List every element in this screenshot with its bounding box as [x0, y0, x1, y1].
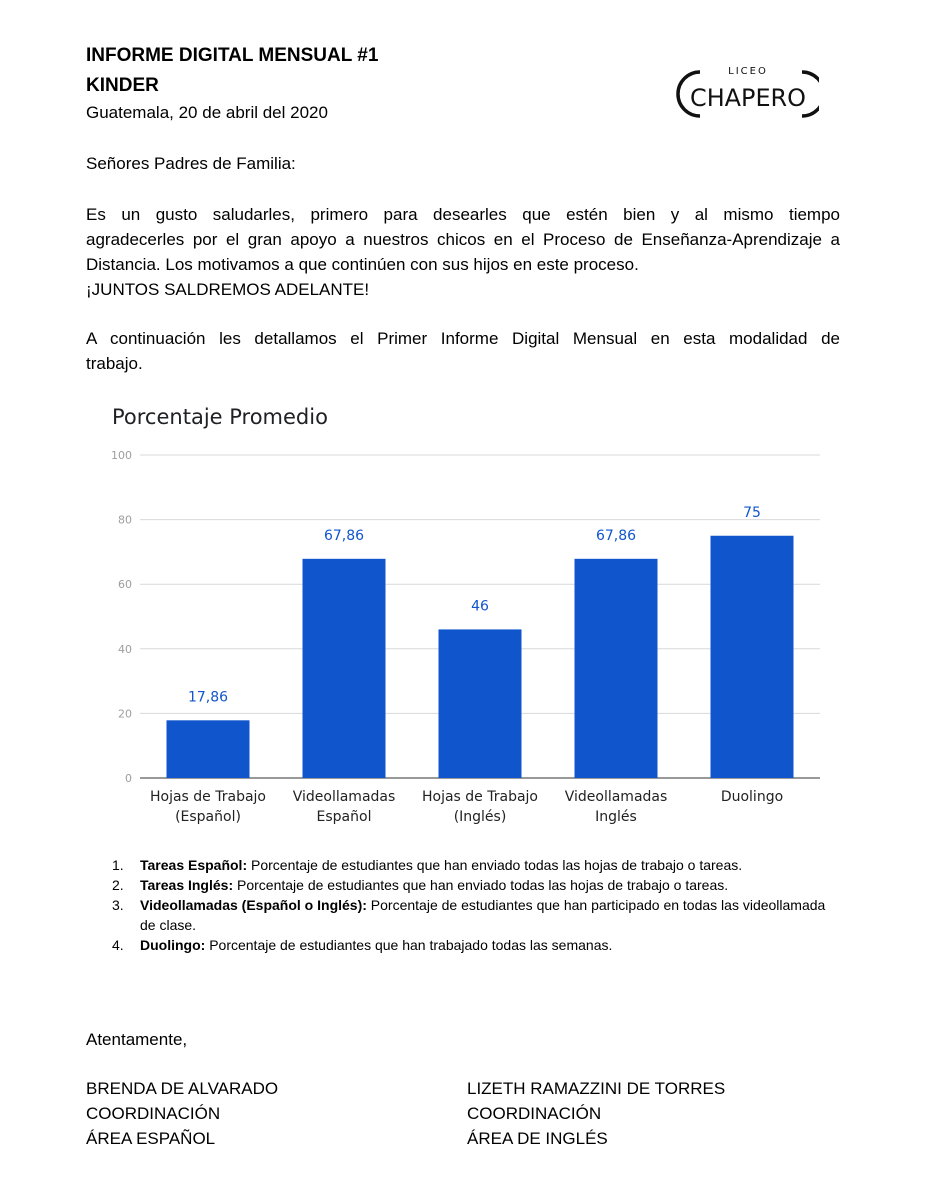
report-level: KINDER — [86, 75, 159, 96]
x-tick-label — [293, 789, 396, 825]
note-item: 2. Tareas Inglés: Porcentaje de estudiantes que han enviado todas las hojas de trabajo o tareas. — [112, 877, 729, 893]
note-item: 3. Videollamadas (Español o Inglés): Porcentaje de estudiantes que han participado en todas las videollamada de clase. — [112, 897, 826, 933]
svg-text:CHAPERO: CHAPERO — [690, 84, 806, 112]
note-term: Duolingo: — [140, 937, 206, 953]
bar — [303, 559, 386, 778]
note-text: Porcentaje de estudiantes que han participado en todas las videollamada de clase. — [140, 897, 826, 933]
intro-paragraph — [86, 202, 840, 302]
intro-line: agradecerles por el gran apoyo a nuestros chicos en el Proceso de Enseñanza-Aprendizaje a — [86, 230, 840, 249]
y-tick-label: 20 — [118, 707, 132, 721]
report-title: INFORME DIGITAL MENSUAL #1 — [86, 45, 379, 66]
data-label: 46 — [471, 598, 489, 615]
data-label: 67,86 — [323, 527, 365, 544]
signature-role: COORDINACIÓN — [86, 1104, 221, 1123]
intro-line: Distancia. Los motivamos a que continúen con sus hijos en este proceso. — [86, 255, 639, 274]
data-label: 17,86 — [187, 689, 229, 706]
x-tick-label-line: (Español) — [175, 809, 241, 825]
note-term: Tareas Español: — [140, 857, 248, 873]
legend-notes-list — [112, 855, 832, 955]
x-tick-label-line: Videollamadas — [564, 789, 668, 805]
signature-english — [467, 1076, 725, 1151]
note-term: Tareas Inglés: — [140, 877, 234, 893]
svg-text:LICEO: LICEO — [728, 66, 768, 77]
y-tick-label: 100 — [111, 449, 132, 462]
bar — [167, 720, 250, 778]
y-tick-label: 0 — [125, 772, 132, 785]
data-label: 67,86 — [595, 527, 637, 544]
note-text: Porcentaje de estudiantes que han enviado todas las hojas de trabajo o tareas. — [233, 877, 729, 893]
x-tick-label-line: (Inglés) — [453, 809, 507, 825]
bar — [711, 536, 794, 778]
detail-paragraph — [86, 326, 840, 376]
x-tick-label — [721, 789, 783, 805]
x-tick-label-line: Duolingo — [720, 789, 784, 805]
intro-slogan: ¡JUNTOS SALDREMOS ADELANTE! — [86, 280, 370, 299]
greeting: Señores Padres de Familia: — [86, 154, 296, 173]
x-tick-label-line: Videollamadas — [292, 789, 396, 805]
x-tick-label-line: Hojas de Trabajo — [149, 789, 267, 805]
note-text: Porcentaje de estudiantes que han trabajado todas las semanas. — [205, 937, 613, 953]
data-label: 75 — [743, 504, 761, 521]
bar-chart — [90, 395, 840, 840]
intro-line: Es un gusto saludarles, primero para desearles que estén bien y al mismo tiempo — [86, 205, 840, 224]
signature-area: ÁREA ESPAÑOL — [86, 1129, 216, 1148]
x-tick-label — [150, 789, 266, 825]
x-tick-label-line: Español — [316, 809, 372, 825]
detail-line: trabajo. — [86, 354, 143, 373]
y-tick-label: 40 — [118, 642, 132, 656]
bar — [439, 629, 522, 778]
x-tick-label — [422, 789, 538, 825]
note-text: Porcentaje de estudiantes que han enviado todas las hojas de trabajo o tareas. — [247, 857, 743, 873]
signature-name: BRENDA DE ALVARADO — [86, 1079, 279, 1098]
x-tick-label-line: Hojas de Trabajo — [421, 789, 539, 805]
x-tick-label-line: Inglés — [595, 809, 637, 825]
note-term: Videollamadas (Español o Inglés): — [140, 897, 367, 913]
x-tick-label — [565, 789, 668, 825]
y-tick-label: 80 — [118, 513, 132, 527]
closing: Atentamente, — [86, 1030, 188, 1049]
detail-line: A continuación les detallamos el Primer Informe Digital Mensual en esta modalidad de — [86, 329, 840, 348]
signature-spanish — [86, 1076, 278, 1151]
signature-area: ÁREA DE INGLÉS — [467, 1129, 608, 1148]
report-date: Guatemala, 20 de abril del 2020 — [86, 103, 328, 122]
signature-role: COORDINACIÓN — [467, 1104, 602, 1123]
chart-title: Porcentaje Promedio — [112, 405, 328, 429]
liceo-chapero-logo — [674, 60, 819, 122]
y-tick-label: 60 — [118, 578, 132, 592]
note-item: 1. Tareas Español: Porcentaje de estudiantes que han enviado todas las hojas de trabajo o tareas. — [112, 857, 743, 873]
bar — [575, 559, 658, 778]
signature-name: LIZETH RAMAZZINI DE TORRES — [467, 1079, 726, 1098]
note-item: 4. Duolingo: Porcentaje de estudiantes que han trabajado todas las semanas. — [112, 937, 613, 953]
